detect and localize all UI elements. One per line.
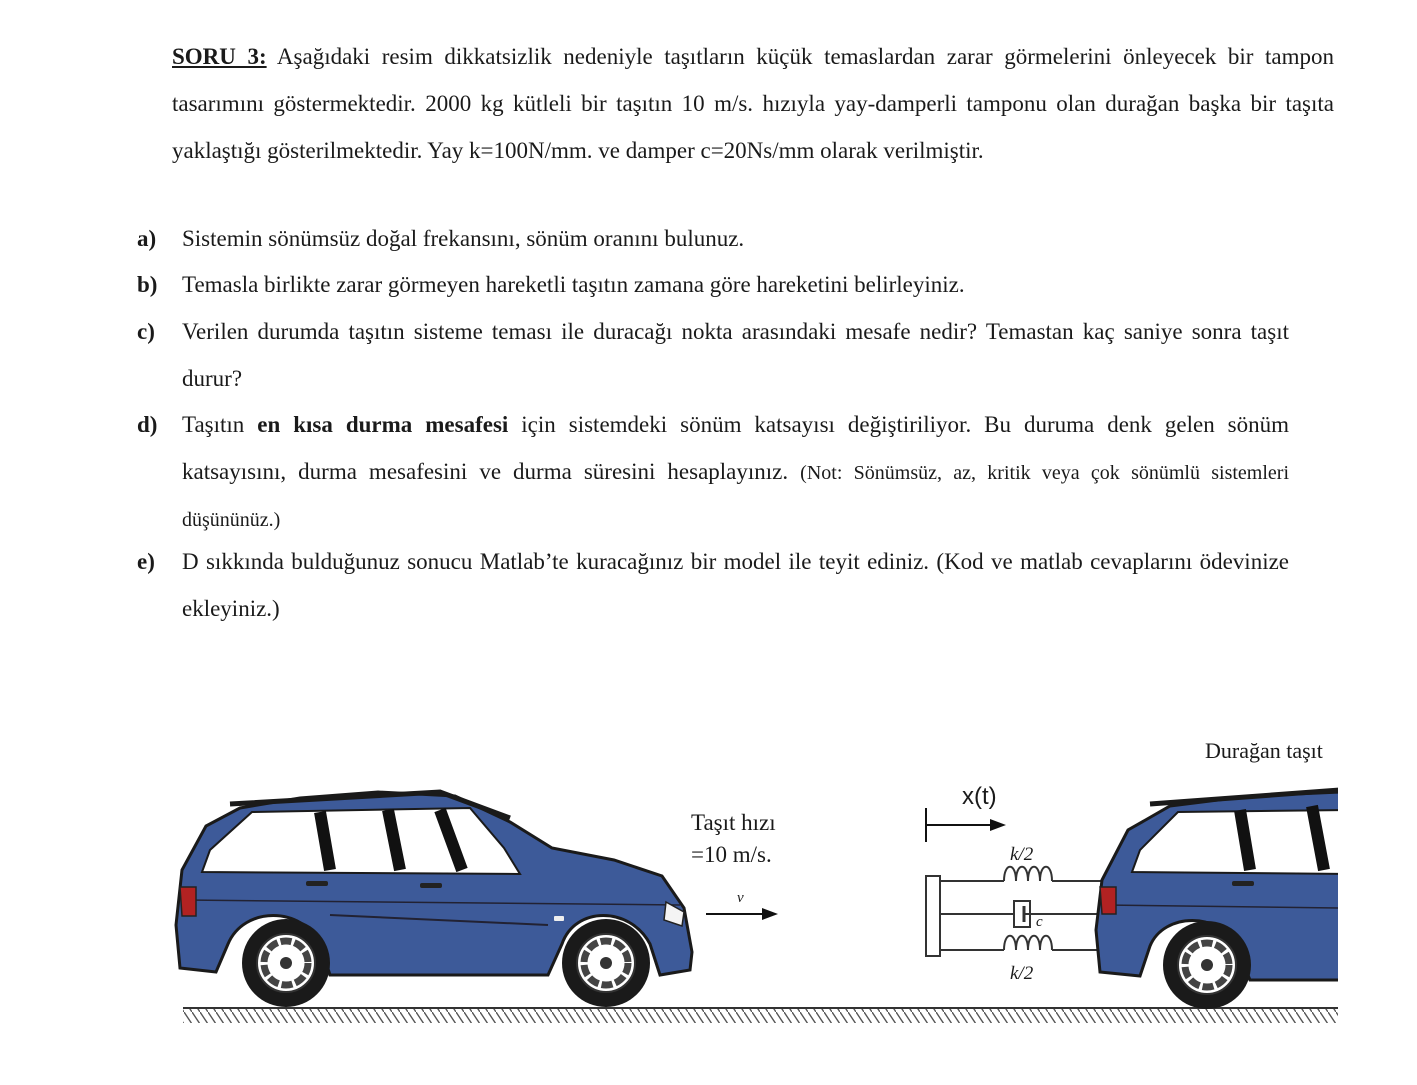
question-item-b xyxy=(137,262,1289,309)
displacement-label: x(t) xyxy=(962,783,997,810)
front-wheel xyxy=(242,919,330,1007)
damper-label: c xyxy=(1036,914,1043,930)
item-label-d: d) xyxy=(137,412,158,437)
item-label-e: e) xyxy=(137,549,155,574)
question-intro-text: Aşağıdaki resim dikkatsizlik nedeniyle taşıtların küçük temaslardan zarar görmelerini önleyecek bir tampon tasarımını göstermektedir. 2000 kg kütleli bir taşıtın 10 m/s. hızıyla yay-damperli tamponu olan durağan başka bir taşıta yaklaştığı gösterilmektedir. Yay k=100N/mm. ve damper c=20Ns/mm olarak verilmiştir. xyxy=(172,44,1334,163)
stationary-car xyxy=(1096,790,1360,1009)
question-item-a xyxy=(137,216,1289,263)
item-text-e: D sıkkında bulduğunuz sonucu Matlab’te kuracağınız bir model ile teyit ediniz. (Kod ve matlab cevaplarını ödevinize ekleyiniz.) xyxy=(182,549,1289,621)
spring-top-label: k/2 xyxy=(1010,844,1034,865)
spring-bottom-label: k/2 xyxy=(1010,963,1034,984)
stationary-wheel xyxy=(1163,921,1251,1009)
velocity-symbol: v xyxy=(737,890,744,906)
rear-wheel xyxy=(562,919,650,1007)
bumper-figure xyxy=(0,700,1417,1080)
item-d-pre: Taşıtın xyxy=(182,412,245,437)
item-text-b: Temasla birlikte zarar görmeyen hareketli taşıtın zamana göre hareketini belirleyiniz. xyxy=(182,272,965,297)
question-item-d xyxy=(137,402,1289,544)
question-intro xyxy=(172,33,1334,174)
item-d-note: (Not: Sönümsüz, az, kritik veya çok sönümlü sistemleri düşününüz.) xyxy=(182,461,1290,531)
item-d-post: için sistemdeki sönüm katsayısı değiştiriliyor. Bu duruma denk gelen sönüm katsayısını, durma mesafesini ve durma süresini hesaplayınız. xyxy=(182,412,1290,484)
ground xyxy=(183,1008,1338,1023)
item-text-a: Sistemin sönümsüz doğal frekansını, sönüm oranını bulunuz. xyxy=(182,226,745,251)
velocity-arrow xyxy=(706,908,778,920)
item-label-b: b) xyxy=(137,272,158,297)
item-label-a: a) xyxy=(137,226,157,251)
displacement-arrow xyxy=(926,808,1006,842)
item-text-c: Verilen durumda taşıtın sisteme teması ile duracağı nokta arasındaki mesafe nedir? Temastan kaç saniye sonra taşıt durur? xyxy=(182,319,1289,391)
item-label-c: c) xyxy=(137,319,155,344)
moving-car xyxy=(176,792,692,1007)
question-item-e xyxy=(137,539,1289,632)
item-d-bold: en kısa durma mesafesi xyxy=(257,412,509,437)
speed-label-line1: Taşıt hızı xyxy=(691,810,776,835)
item-text-d xyxy=(182,402,1289,544)
speed-label-line2: =10 m/s. xyxy=(691,842,772,867)
question-heading: SORU 3: xyxy=(172,44,267,69)
stationary-car-label: Durağan taşıt xyxy=(1205,738,1323,763)
question-item-c xyxy=(137,309,1289,402)
spring-damper-bumper xyxy=(926,867,1110,956)
